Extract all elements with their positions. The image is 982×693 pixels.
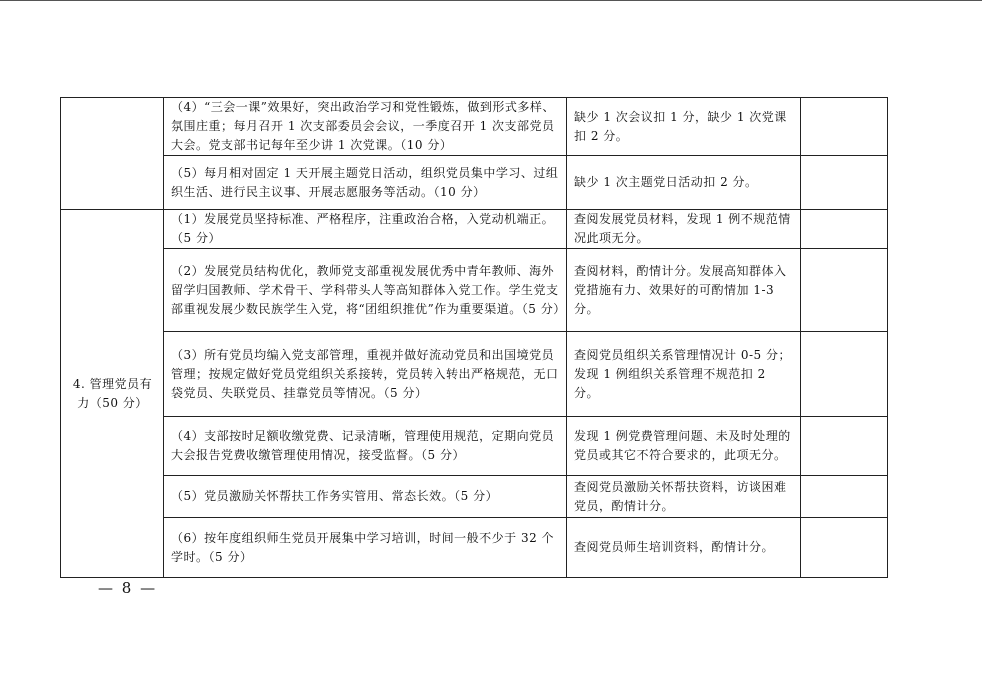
scoring-method-cell: 查阅党员组织关系管理情况计 0-5 分；发现 1 例组织关系管理不规范扣 2 分。	[567, 332, 801, 417]
scoring-method-cell: 查阅党员师生培训资料，酌情计分。	[567, 518, 801, 578]
page-number: — 8 —	[98, 579, 158, 597]
empty-cell	[801, 332, 888, 417]
top-border-line	[0, 0, 982, 1]
scoring-method-cell: 发现 1 例党费管理问题、未及时处理的党员或其它不符合要求的，此项无分。	[567, 417, 801, 476]
scoring-method-cell: 查阅发展党员材料，发现 1 例不规范情况此项无分。	[567, 210, 801, 249]
requirement-cell: （4）“三会一课”效果好，突出政治学习和党性锻炼，做到形式多样、氛围庄重；每月召开 1 次支部委员会会议，一季度召开 1 次支部党员大会。党支部书记每年至少讲 1 次党课。（10 分）	[164, 98, 567, 156]
table-row	[61, 210, 888, 249]
scoring-method-cell: 缺少 1 次主题党日活动扣 2 分。	[567, 156, 801, 210]
requirement-cell: （6）按年度组织师生党员开展集中学习培训，时间一般不少于 32 个学时。（5 分）	[164, 518, 567, 578]
requirement-cell: （5）每月相对固定 1 天开展主题党日活动，组织党员集中学习、过组织生活、进行民主议事、开展志愿服务等活动。（10 分）	[164, 156, 567, 210]
empty-cell	[801, 249, 888, 332]
empty-cell	[801, 210, 888, 249]
scoring-method-cell: 查阅党员激励关怀帮扶资料，访谈困难党员，酌情计分。	[567, 476, 801, 518]
empty-cell	[801, 156, 888, 210]
empty-cell	[801, 518, 888, 578]
category-cell-previous	[61, 98, 164, 210]
table-row	[61, 156, 888, 210]
empty-cell	[801, 98, 888, 156]
empty-cell	[801, 417, 888, 476]
requirement-cell: （4）支部按时足额收缴党费、记录清晰，管理使用规范，定期向党员大会报告党费收缴管理使用情况，接受监督。（5 分）	[164, 417, 567, 476]
table-row	[61, 518, 888, 578]
table-row	[61, 249, 888, 332]
assessment-table	[60, 97, 888, 578]
requirement-cell: （5）党员激励关怀帮扶工作务实管用、常态长效。（5 分）	[164, 476, 567, 518]
scoring-method-cell: 缺少 1 次会议扣 1 分，缺少 1 次党课扣 2 分。	[567, 98, 801, 156]
empty-cell	[801, 476, 888, 518]
table-row	[61, 476, 888, 518]
requirement-cell: （1）发展党员坚持标准、严格程序，注重政治合格，入党动机端正。（5 分）	[164, 210, 567, 249]
scoring-method-cell: 查阅材料，酌情计分。发展高知群体入党措施有力、效果好的可酌情加 1-3 分。	[567, 249, 801, 332]
table-row	[61, 98, 888, 156]
requirement-cell: （2）发展党员结构优化，教师党支部重视发展优秀中青年教师、海外留学归国教师、学术骨干、学科带头人等高知群体入党工作。学生党支部重视发展少数民族学生入党，将“团组织推优”作为重要渠道。（5 分）	[164, 249, 567, 332]
category-cell-manage-members: 4. 管理党员有力（50 分）	[61, 210, 164, 578]
requirement-cell: （3）所有党员均编入党支部管理，重视并做好流动党员和出国境党员管理；按规定做好党员党组织关系接转，党员转入转出严格规范，无口袋党员、失联党员、挂靠党员等情况。（5 分）	[164, 332, 567, 417]
table-row	[61, 417, 888, 476]
table-row	[61, 332, 888, 417]
